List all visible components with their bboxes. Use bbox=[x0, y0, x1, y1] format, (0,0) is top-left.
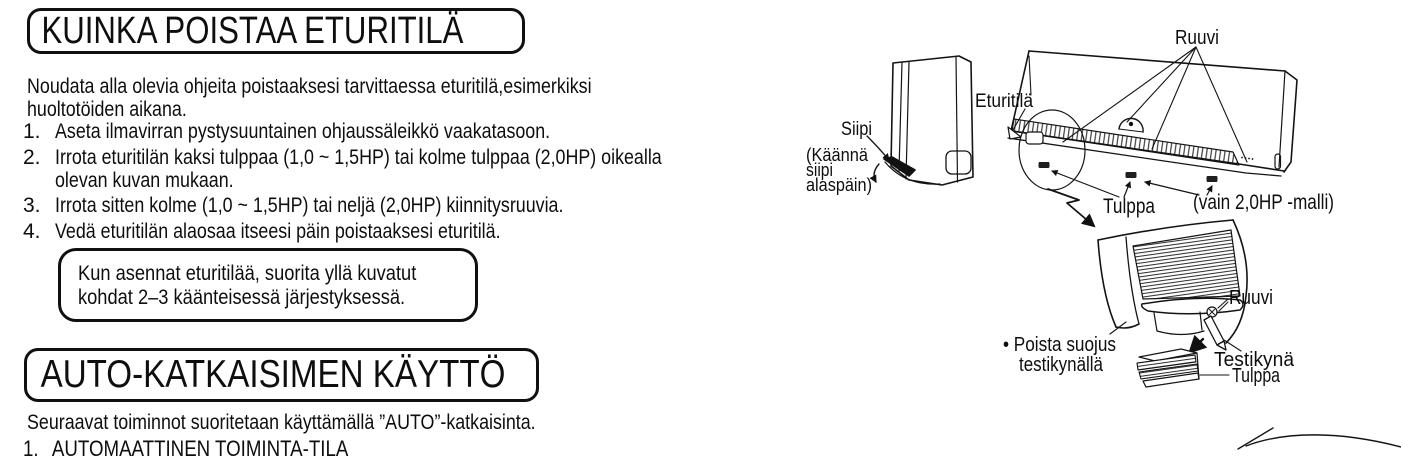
rotate-vane-arrow bbox=[874, 164, 879, 182]
list-item bbox=[23, 120, 769, 143]
label-ruuvi-top: Ruuvi bbox=[1175, 27, 1219, 49]
detail-circle bbox=[1019, 110, 1085, 190]
section2-item-cutoff bbox=[23, 437, 406, 461]
label-tulppa-bottom: Tulppa bbox=[1232, 365, 1281, 387]
section2-intro bbox=[27, 411, 625, 434]
label-kaanna-3: alaspäin) bbox=[806, 175, 872, 195]
indoor-unit-side-view bbox=[867, 56, 973, 185]
plug-part bbox=[1137, 349, 1199, 387]
section2-title: AUTO-KATKAISIMEN KÄYTTÖ bbox=[40, 353, 506, 396]
step-number: 1. bbox=[23, 120, 41, 143]
label-ruuvi-bottom: Ruuvi bbox=[1229, 287, 1273, 309]
list-item bbox=[23, 220, 769, 243]
horizontal-vane bbox=[1142, 298, 1243, 314]
step-text: olevan kuvan mukaan. bbox=[55, 168, 234, 192]
section2-intro-text: Seuraavat toiminnot suoritetaan käyttämällä ”AUTO”-katkaisinta. bbox=[27, 411, 536, 434]
tulppa-leader-lines bbox=[1052, 171, 1130, 197]
label-testikyna: Testikynä bbox=[1214, 349, 1295, 371]
closeup-vents bbox=[1133, 230, 1240, 299]
list-item bbox=[23, 146, 769, 192]
instruction-list bbox=[23, 120, 769, 245]
front-grille-vents bbox=[1012, 119, 1239, 165]
label-eturitila: Eturitilä bbox=[975, 91, 1034, 112]
list-item bbox=[23, 194, 769, 217]
label-tulppa-top: Tulppa bbox=[1103, 195, 1156, 218]
step-number: 4. bbox=[23, 219, 41, 243]
label-kaanna-2: siipi bbox=[806, 160, 833, 180]
reassembly-note-box bbox=[58, 248, 478, 322]
intro-line-1: Noudata alla olevia ohjeita poistaaksesi tarvittaessa eturitilä,esimerkiksi bbox=[27, 75, 592, 98]
remove-plug-arrow bbox=[1190, 339, 1203, 352]
step-text: Vedä eturitilän alaosaa itseesi päin poistaaksesi eturitilä. bbox=[55, 219, 501, 243]
test-pen bbox=[1204, 316, 1226, 350]
intro-line-2: huoltotöiden aikana. bbox=[27, 98, 187, 121]
label-poista-2: testikynällä bbox=[1019, 354, 1104, 376]
item-text: AUTOMAATTINEN TOIMINTA-TILA bbox=[51, 436, 349, 461]
label-vain-malli: (vain 2,0HP -malli) bbox=[1193, 191, 1334, 214]
step-text: Irrota eturitilän kaksi tulppaa (1,0 ~ 1,5HP) tai kolme tulppaa (2,0HP) oikealla bbox=[55, 145, 662, 169]
section2-title-box bbox=[24, 348, 539, 402]
item-number: 1. bbox=[23, 436, 39, 461]
next-figure-cutoff bbox=[1238, 428, 1401, 449]
step-number: 2. bbox=[23, 145, 41, 169]
section1-title-box bbox=[27, 8, 525, 54]
label-siipi: Siipi bbox=[841, 119, 872, 140]
label-poista-1: • Poista suojus bbox=[1003, 334, 1116, 356]
grille-removal-diagram bbox=[780, 0, 1401, 450]
section1-intro bbox=[27, 75, 691, 121]
note-line-1: Kun asennat eturitilää, suorita yllä kuvatut bbox=[78, 261, 417, 285]
label-kaanna-1: (Käännä bbox=[806, 145, 869, 165]
step-text: Irrota sitten kolme (1,0 ~ 1,5HP) tai neljä (2,0HP) kiinnitysruuvia. bbox=[55, 194, 564, 217]
step-number: 3. bbox=[23, 194, 41, 217]
section1-title: KUINKA POISTAA ETURITILÄ bbox=[41, 10, 464, 52]
note-line-2: kohdat 2–3 käänteisessä järjestyksessä. bbox=[78, 285, 406, 309]
zoom-detail-arrow bbox=[1048, 189, 1094, 226]
step-text: Aseta ilmavirran pystysuuntainen ohjaussäleikkö vaakatasoon. bbox=[55, 120, 551, 143]
